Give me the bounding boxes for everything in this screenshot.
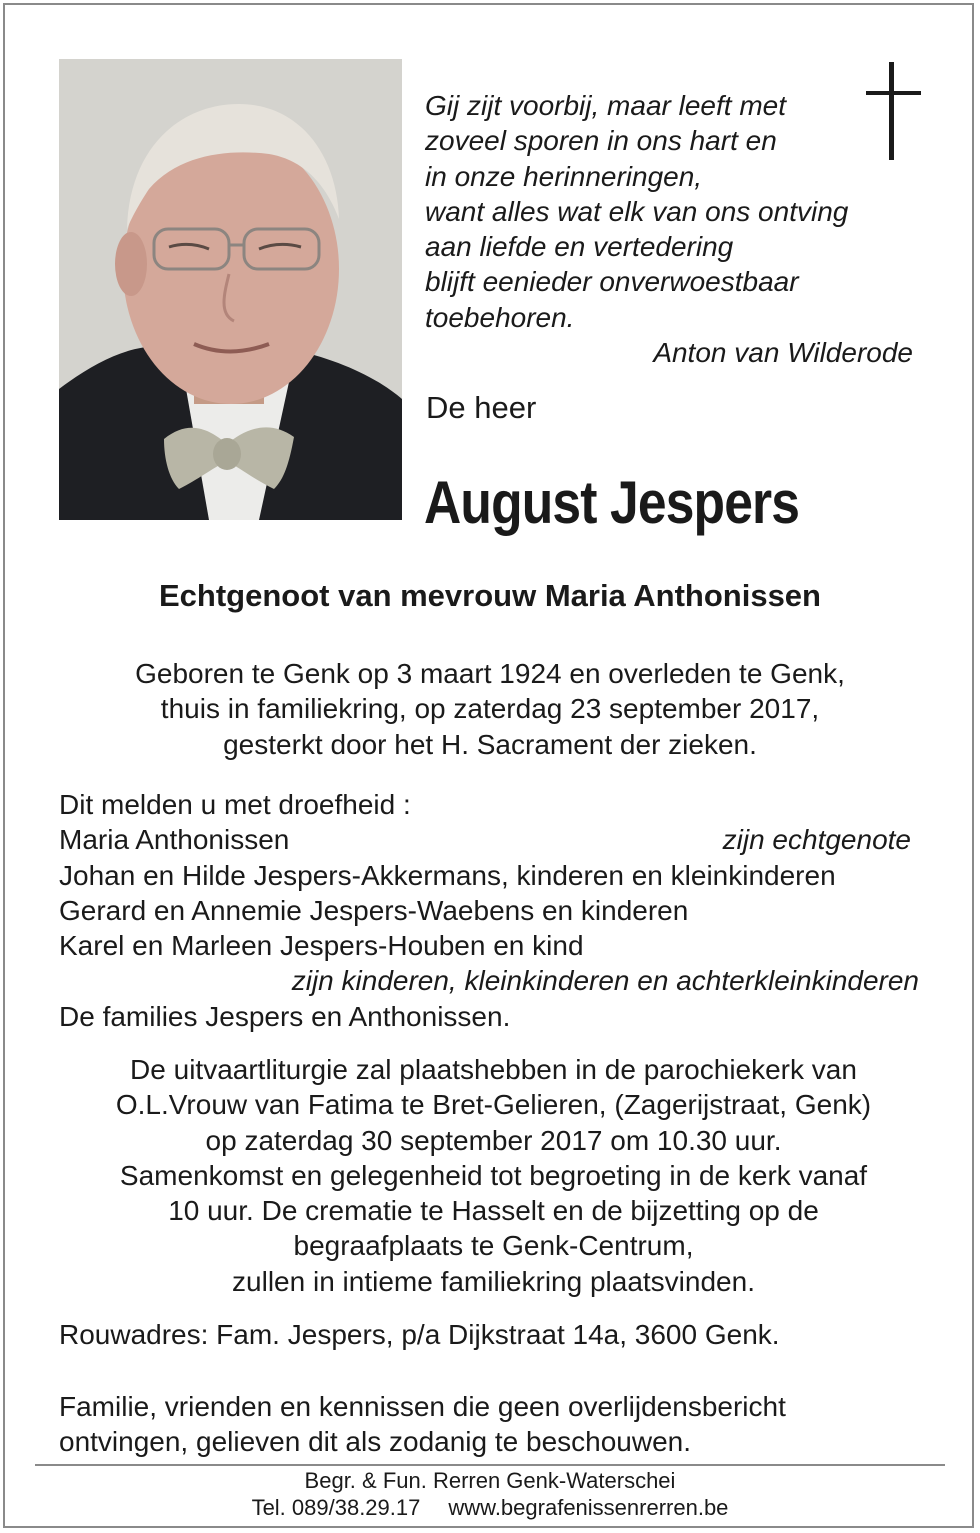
mourner-spouse-role: zijn echtgenote (722, 824, 911, 856)
service-line: De uitvaartliturgie zal plaatshebben in de parochiekerk van (130, 1054, 857, 1085)
service-line: begraafplaats te Genk-Centrum, (293, 1230, 694, 1262)
mourner-spouse-name: Maria Anthonissen (59, 824, 290, 856)
mourners-list (59, 787, 919, 1034)
service-line: Samenkomst en gelegenheid tot begroeting in de kerk vanaf (119, 1159, 868, 1191)
poem-line: in onze herinneringen, (425, 160, 703, 192)
mourner-child: Johan en Hilde Jespers-Akkermans, kinderen en kleinkinderen (59, 859, 836, 891)
footer (0, 1467, 980, 1521)
mourner-spouse-row (59, 822, 919, 857)
footer-phone: Tel. 089/38.29.17 (251, 1495, 421, 1520)
poem-line: zoveel sporen in ons hart en (425, 125, 777, 157)
deceased-name: August Jespers (424, 469, 800, 536)
poem-line: blijft eenieder onverwoestbaar (425, 266, 799, 298)
poem-author: Anton van Wilderode (653, 337, 913, 369)
footer-divider (35, 1464, 945, 1466)
poem (425, 88, 925, 370)
poem-line: toebehoren. (425, 301, 575, 333)
service-paragraph (0, 1052, 980, 1299)
service-line: 10 uur. De crematie te Hasselt en de bijzetting op de (168, 1195, 819, 1227)
poem-line: Gij zijt voorbij, maar leeft met (425, 90, 786, 121)
mourner-children-role: zijn kinderen, kleinkinderen en achterkleinkinderen (291, 965, 919, 997)
poem-line: aan liefde en vertedering (425, 231, 734, 263)
birth-death-paragraph (0, 656, 980, 762)
portrait-photo (59, 59, 402, 520)
notice-line: Familie, vrienden en kennissen die geen overlijdensbericht (59, 1391, 786, 1422)
spouse-line: Echtgenoot van mevrouw Maria Anthonissen (158, 578, 821, 613)
salutation: De heer (426, 390, 537, 425)
notice-line: ontvingen, gelieven dit als zodanig te beschouwen. (59, 1426, 691, 1458)
birth-death-line: gesterkt door het H. Sacrament der zieken. (223, 728, 757, 760)
service-line: op zaterdag 30 september 2017 om 10.30 uur. (205, 1124, 782, 1156)
mourners-intro: Dit melden u met droefheid : (59, 789, 411, 820)
service-line: O.L.Vrouw van Fatima te Bret-Gelieren, (Zagerijstraat, Genk) (115, 1089, 872, 1121)
service-line: zullen in intieme familiekring plaatsvinden. (232, 1265, 755, 1297)
poem-line: want alles wat elk van ons ontving (425, 195, 849, 227)
mourning-address: Rouwadres: Fam. Jespers, p/a Dijkstraat 14a, 3600 Genk. (59, 1319, 780, 1350)
mourner-child: Gerard en Annemie Jespers-Waebens en kinderen (59, 894, 689, 926)
birth-death-line: Geboren te Genk op 3 maart 1924 en overleden te Genk, (135, 658, 845, 689)
birth-death-line: thuis in familiekring, op zaterdag 23 september 2017, (160, 693, 820, 725)
footer-contact (0, 1494, 980, 1521)
footer-website[interactable]: www.begrafenissenrerren.be (448, 1495, 729, 1520)
notice-paragraph (59, 1389, 786, 1460)
mourner-families: De families Jespers en Anthonissen. (59, 1000, 511, 1032)
footer-company: Begr. & Fun. Rerren Genk-Waterschei (304, 1468, 676, 1493)
mourner-child: Karel en Marleen Jespers-Houben en kind (59, 930, 584, 962)
